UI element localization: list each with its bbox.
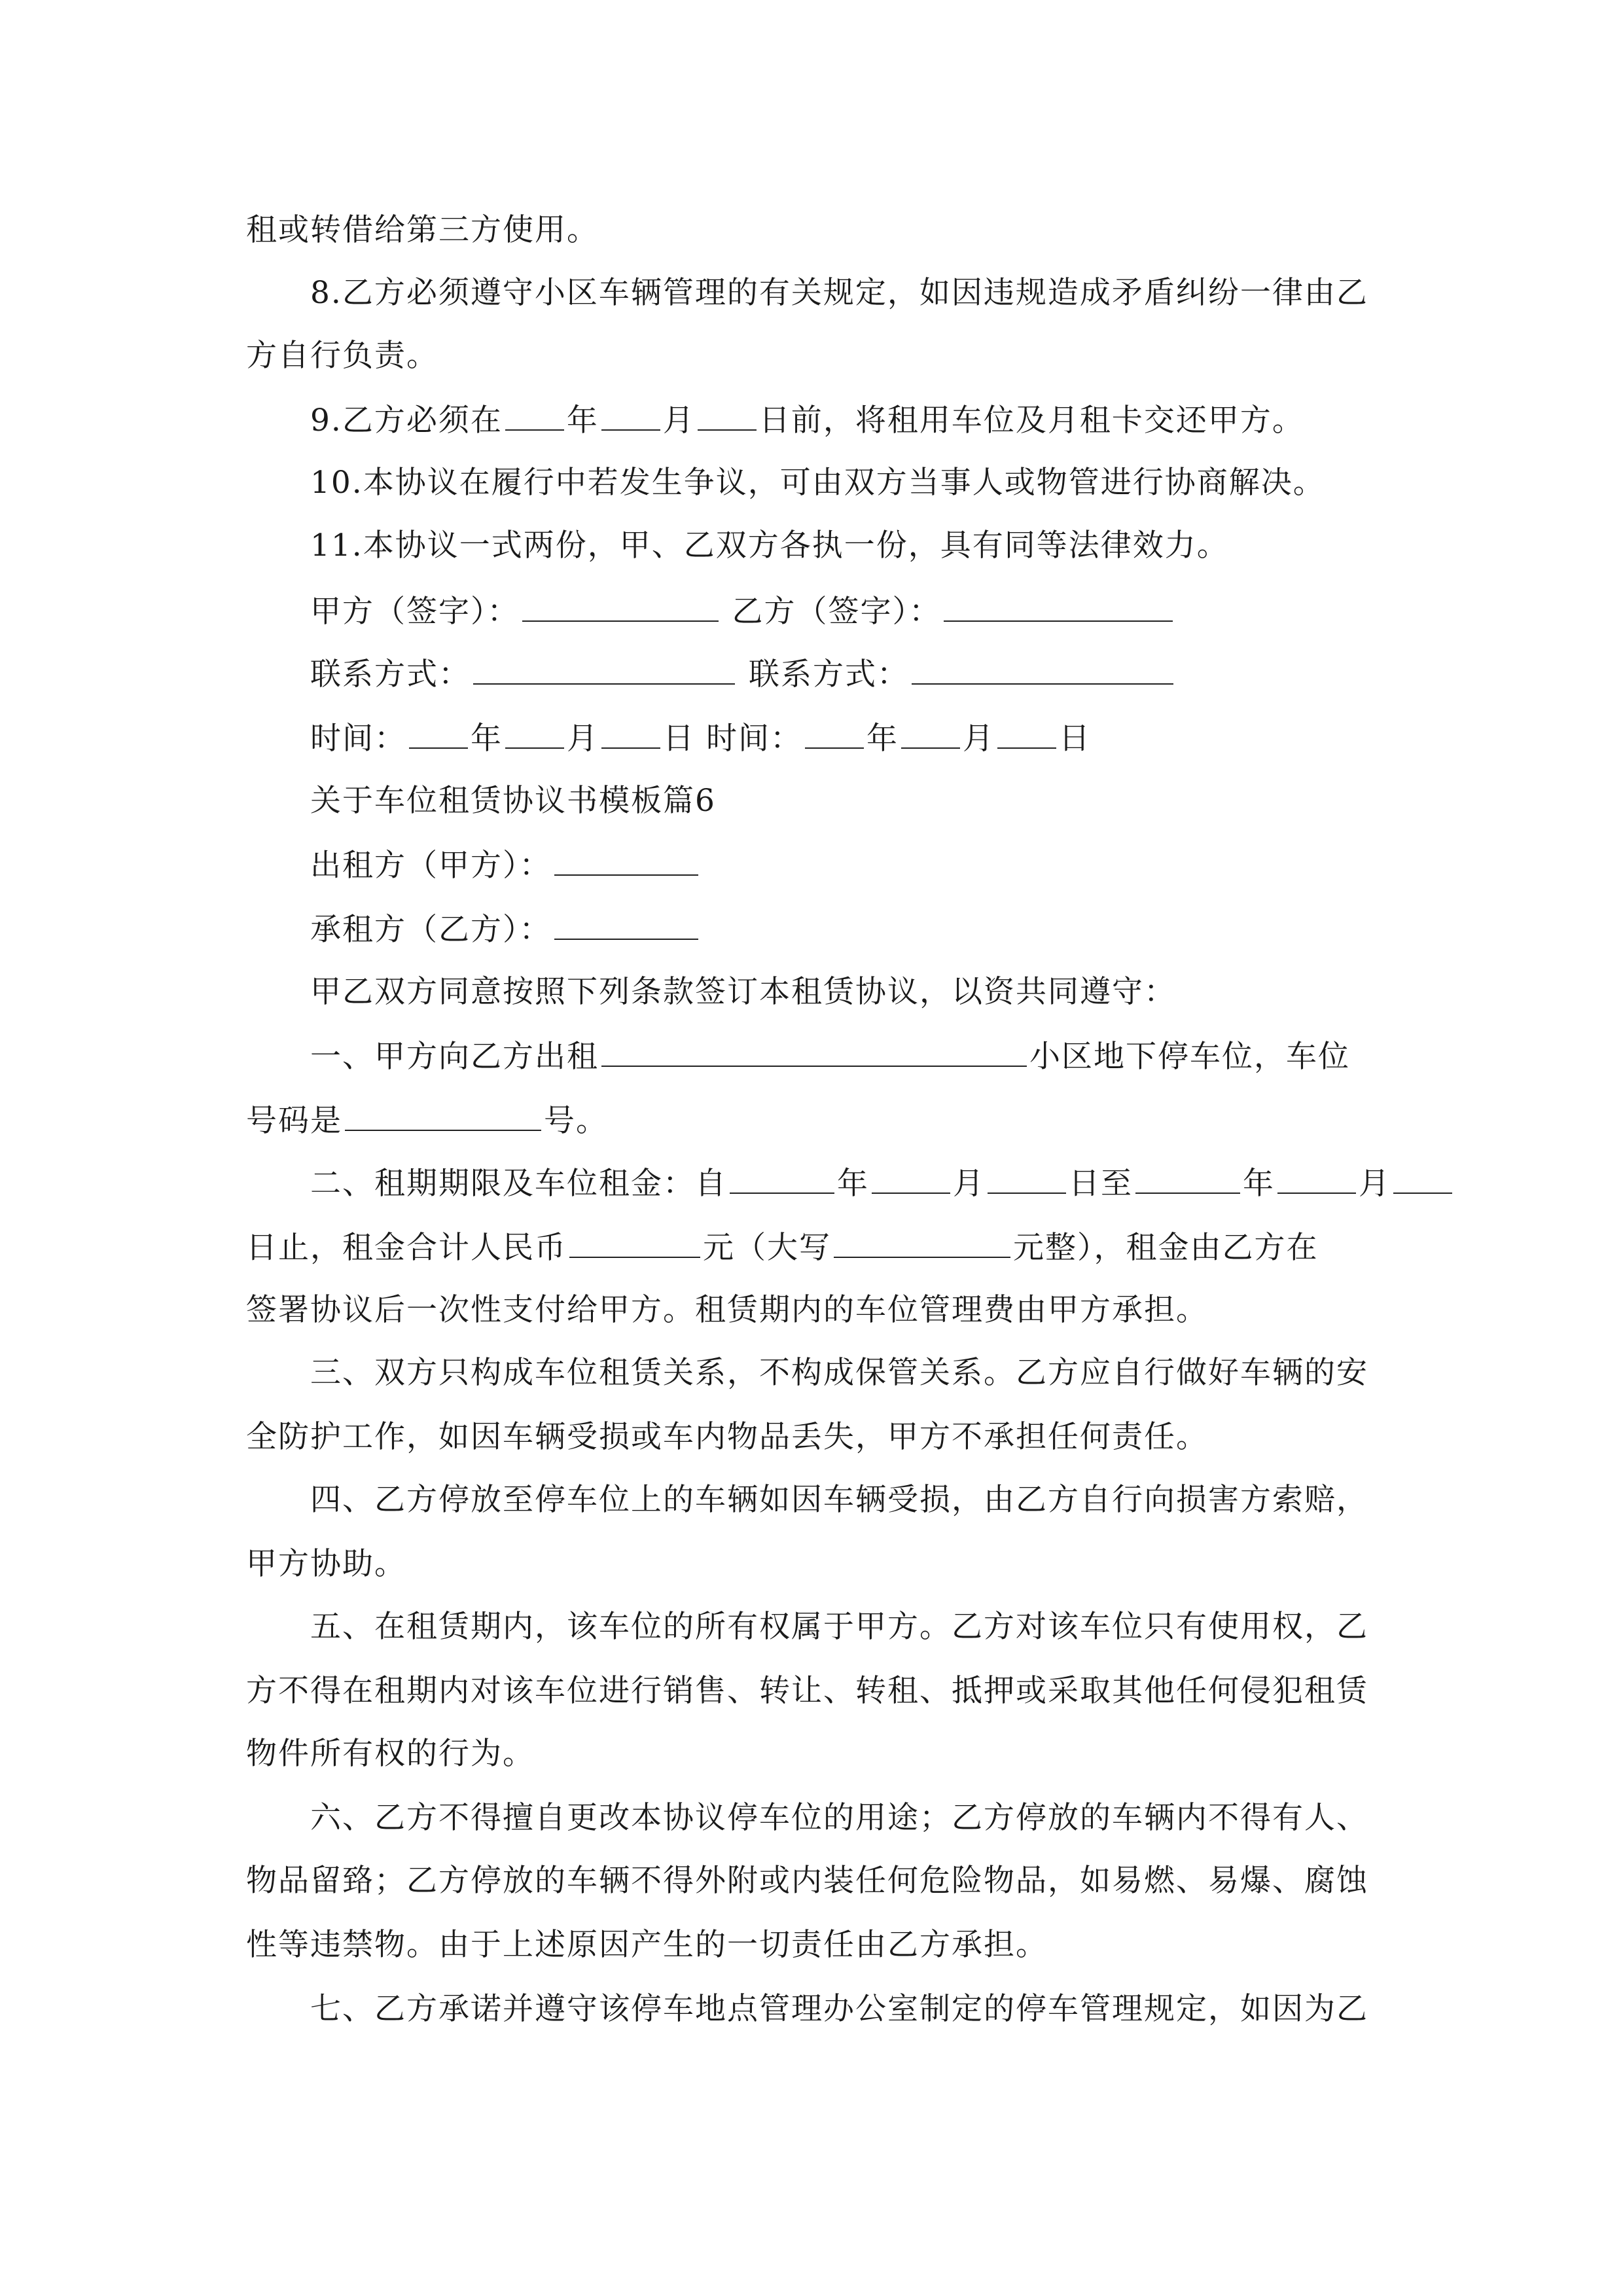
body-text-line: 物件所有权的行为。 — [246, 1736, 535, 1772]
lessor-line — [310, 844, 701, 886]
body-text-line: 性等违禁物。由于上述原因产生的一切责任由乙方承担。 — [246, 1927, 1048, 1963]
lessor-blank — [554, 844, 698, 876]
party-a-contact-label: 联系方式： — [310, 656, 471, 692]
year-blank — [805, 717, 864, 749]
party-b-sign-blank — [944, 590, 1173, 622]
body-text-line: 方自行负责。 — [246, 338, 438, 374]
clause-1-suffix: 小区地下停车位，车位 — [1029, 1039, 1350, 1075]
party-a-sign-label: 甲方（签字）： — [310, 594, 520, 630]
party-b-sign-label: 乙方（签字）： — [732, 594, 941, 630]
body-text-line: 甲方协助。 — [246, 1546, 406, 1582]
party-b-contact-label: 联系方式： — [748, 656, 909, 692]
year-label: 年 — [566, 403, 599, 439]
time-line — [310, 717, 1091, 759]
month-label: 月 — [953, 1166, 985, 1202]
body-text-line: 甲乙双方同意按照下列条款签订本租赁协议，以资共同遵守： — [310, 974, 1176, 1010]
clause-2-yuan-label: 元（大写 — [703, 1230, 831, 1266]
month-blank — [901, 717, 960, 749]
body-text-line: 10.本协议在履行中若发生争议，可由双方当事人或物管进行协商解决。 — [310, 465, 1325, 501]
clause-1-prefix: 一、甲方向乙方出租 — [310, 1039, 599, 1075]
community-blank — [601, 1035, 1027, 1067]
body-text-line: 8.乙方必须遵守小区车辆管理的有关规定，如因违规造成矛盾纠纷一律由乙 — [310, 275, 1368, 311]
body-text-line: 五、在租赁期内，该车位的所有权属于甲方。乙方对该车位只有使用权，乙 — [310, 1609, 1368, 1645]
party-a-contact-blank — [473, 653, 735, 685]
month-label: 月 — [962, 721, 995, 757]
rent-amount-blank — [569, 1227, 700, 1258]
body-text-line: 六、乙方不得擅自更改本协议停车位的用途；乙方停放的车辆内不得有人、 — [310, 1800, 1368, 1836]
year-blank — [505, 399, 564, 431]
body-text-line: 三、双方只构成车位租赁关系，不构成保管关系。乙方应自行做好车辆的安 — [310, 1355, 1368, 1391]
day-label: 日 — [663, 721, 695, 757]
contact-line — [310, 653, 1176, 694]
party-a-sign-blank — [522, 590, 719, 622]
year-label: 年 — [471, 721, 503, 757]
year-label: 年 — [837, 1166, 869, 1202]
clause-2-rent-label: 日止，租金合计人民币 — [246, 1230, 567, 1266]
end-month-blank — [1277, 1162, 1356, 1194]
lessor-label: 出租方（甲方）： — [310, 848, 552, 884]
time-label: 时间： — [705, 721, 802, 757]
year-blank — [409, 717, 468, 749]
clause-2-line-2-suffix: 元整），租金由乙方在 — [1013, 1230, 1319, 1266]
day-blank — [601, 717, 660, 749]
clause-2-line — [310, 1162, 1455, 1204]
month-label: 月 — [662, 403, 695, 439]
clause-2-prefix: 二、租期期限及车位租金：自 — [310, 1166, 727, 1202]
clause-2-line-2 — [246, 1227, 1319, 1268]
start-month-blank — [872, 1162, 950, 1194]
body-text-line: 七、乙方承诺并遵守该停车地点管理办公室制定的停车管理规定，如因为乙 — [310, 1991, 1368, 2027]
body-text-line: 租或转借给第三方使用。 — [246, 212, 599, 248]
year-label: 年 — [866, 721, 899, 757]
clause-1-number-suffix: 号。 — [544, 1103, 608, 1139]
rent-uppercase-blank — [834, 1227, 1010, 1258]
month-blank — [505, 717, 564, 749]
body-text-line: 全防护工作，如因车辆受损或车内物品丢失，甲方不承担任何责任。 — [246, 1419, 1208, 1455]
body-text-line: 物品留臵；乙方停放的车辆不得外附或内装任何危险物品，如易燃、易爆、腐蚀 — [246, 1863, 1368, 1899]
body-text-line: 四、乙方停放至停车位上的车辆如因车辆受损，由乙方自行向损害方索赔， — [310, 1482, 1368, 1518]
item-9-line — [310, 399, 1304, 440]
start-day-blank — [988, 1162, 1066, 1194]
signature-line — [310, 590, 1175, 632]
day-label: 日 — [1058, 721, 1091, 757]
item-9-suffix: 日前，将租用车位及月租卡交还甲方。 — [758, 403, 1304, 439]
body-text-line: 11.本协议一式两份，甲、乙双方各执一份，具有同等法律效力。 — [310, 528, 1229, 564]
month-label: 月 — [567, 721, 599, 757]
clause-1-line-2 — [246, 1100, 608, 1141]
body-text-line: 方不得在租期内对该车位进行销售、转让、转租、抵押或采取其他任何侵犯租赁 — [246, 1673, 1368, 1709]
time-label: 时间： — [310, 721, 406, 757]
body-text-line: 签署协议后一次性支付给甲方。租赁期内的车位管理费由甲方承担。 — [246, 1292, 1208, 1328]
lessee-label: 承租方（乙方）： — [310, 912, 552, 948]
clause-1-number-label: 号码是 — [246, 1103, 342, 1139]
start-year-blank — [730, 1162, 834, 1194]
year-label: 年 — [1243, 1166, 1275, 1202]
end-day-blank — [1393, 1162, 1452, 1194]
day-to-label: 日至 — [1069, 1166, 1133, 1202]
day-blank — [997, 717, 1056, 749]
space-number-blank — [345, 1100, 541, 1131]
end-year-blank — [1135, 1162, 1240, 1194]
party-b-contact-blank — [912, 653, 1173, 685]
day-blank — [698, 399, 757, 431]
month-blank — [601, 399, 660, 431]
item-9-prefix: 9.乙方必须在 — [310, 403, 503, 439]
month-label: 月 — [1359, 1166, 1391, 1202]
clause-1-line — [310, 1035, 1350, 1077]
lessee-line — [310, 908, 701, 950]
lessee-blank — [554, 908, 698, 940]
section-heading: 关于车位租赁协议书模板篇6 — [310, 783, 716, 819]
